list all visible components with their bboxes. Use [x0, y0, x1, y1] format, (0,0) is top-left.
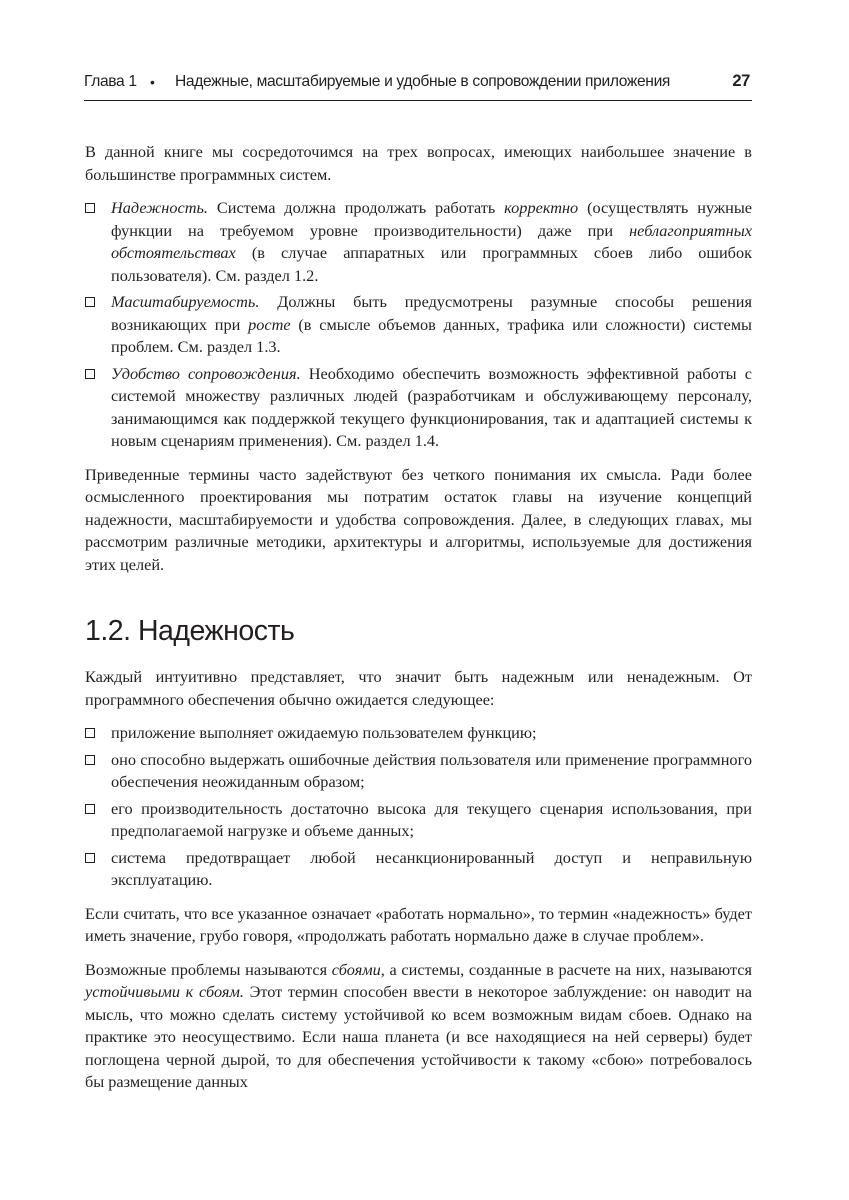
- body-paragraph: [85, 959, 752, 1094]
- checkbox-bullet-icon: [85, 297, 95, 307]
- checkbox-bullet-icon: [85, 728, 95, 738]
- item-text: Система должна продолжать работать: [207, 198, 505, 217]
- section-heading: 1.2. Надежность: [85, 615, 295, 647]
- list-item: [85, 363, 752, 453]
- list-item: [85, 847, 752, 892]
- chapter-title: Надежные, масштабируемые и удобные в сопровождении приложения: [175, 73, 671, 90]
- body-paragraph: Каждый интуитивно представляет, что значит быть надежным или ненадежным. От программного обеспечения обычно ожидается следующее:: [85, 667, 752, 709]
- checkbox-bullet-icon: [85, 369, 95, 379]
- list-item: [85, 722, 752, 745]
- item-emphasis: корректно: [504, 198, 579, 217]
- term-maintainability: Удобство сопровождения.: [111, 363, 301, 383]
- running-header: [84, 70, 752, 100]
- item-text: оно способно выдержать ошибочные действия пользователя или применение программного обеспечения неожиданным образом;: [111, 749, 752, 791]
- item-text: (в случае аппаратных или программных сбоев либо ошибок пользователя). См. раздел 1.2.: [111, 243, 752, 285]
- para-text: Этот термин способен ввести в некоторое заблуждение: он наводит на мысль, что можно сделать систему устойчивой ко всем возможным видам сбоев. Однако на практике это неосуществимо. Если наша планета (и все находящиеся на ней серверы) будет поглощена черной дырой, то для обеспечения устойчивости к такому «сбою» потребовалось бы размещение данных: [85, 982, 752, 1091]
- checkbox-bullet-icon: [85, 755, 95, 765]
- list-item: [85, 798, 752, 843]
- header-bullet: •: [150, 74, 155, 90]
- item-text: Необходимо обеспечить возможность эффективной работы с системой множеству различных людей (разработчикам и обслуживающему персоналу, занимающимся как поддержкой текущего функционирования, так и адаптацией системы к новым сценариям применения). См. раздел 1.4.: [111, 363, 752, 450]
- checkbox-bullet-icon: [85, 203, 95, 213]
- header-rule: [84, 100, 752, 101]
- para-text: , а системы, созданные в расчете на них, называются: [380, 959, 753, 979]
- page-body: [85, 141, 752, 1094]
- item-emphasis: росте: [248, 314, 291, 334]
- item-emphasis: неблагоприятных обстоятельствах: [111, 220, 752, 262]
- term-scalability: Масштабируемость.: [111, 292, 260, 311]
- item-text: система предотвращает любой несанкционированный доступ и неправильную эксплуатацию.: [111, 847, 752, 889]
- concerns-list: [85, 197, 752, 453]
- item-text: приложение выполняет ожидаемую пользователем функцию;: [111, 723, 537, 742]
- list-item: [85, 291, 752, 359]
- list-item: [85, 197, 752, 287]
- item-text: Должны быть предусмотрены разумные способы решения возникающих при: [111, 292, 752, 334]
- term-faults: сбоями: [331, 959, 381, 979]
- page-number: 27: [732, 72, 750, 90]
- item-text: его производительность достаточно высока для текущего сценария использования, при предполагаемой нагрузке и объеме данных;: [111, 798, 752, 840]
- item-text: (осуществлять нужные функции на требуемом уровне производительности) даже при: [111, 198, 752, 240]
- body-paragraph: Приведенные термины часто задействуют без четкого понимания их смысла. Ради более осмысленного проектирования мы потратим остаток главы на изучение концепций надежности, масштабируемости и удобства сопровождения. Далее, в следующих главах, мы рассмотрим различные методики, архитектуры и алгоритмы, используемые для достижения этих целей.: [85, 464, 752, 574]
- term-reliability: Надежность.: [111, 198, 208, 217]
- body-paragraph: Если считать, что все указанное означает «работать нормально», то термин «надежность» будет иметь значение, грубо говоря, «продолжать работать нормально даже в случае проблем».: [85, 903, 752, 945]
- item-text: (в смысле объемов данных, трафика или сложности) системы проблем. См. раздел 1.3.: [111, 314, 752, 356]
- intro-paragraph: В данной книге мы сосредоточимся на трех вопросах, имеющих наибольшее значение в большинстве программных систем.: [85, 142, 752, 184]
- checkbox-bullet-icon: [85, 804, 95, 814]
- list-item: [85, 749, 752, 794]
- checkbox-bullet-icon: [85, 853, 95, 863]
- chapter-label: Глава 1: [84, 73, 137, 90]
- para-text: Возможные проблемы называются: [85, 959, 332, 979]
- expectations-list: [85, 722, 752, 892]
- term-fault-tolerant: устойчивыми к сбоям.: [85, 982, 244, 1001]
